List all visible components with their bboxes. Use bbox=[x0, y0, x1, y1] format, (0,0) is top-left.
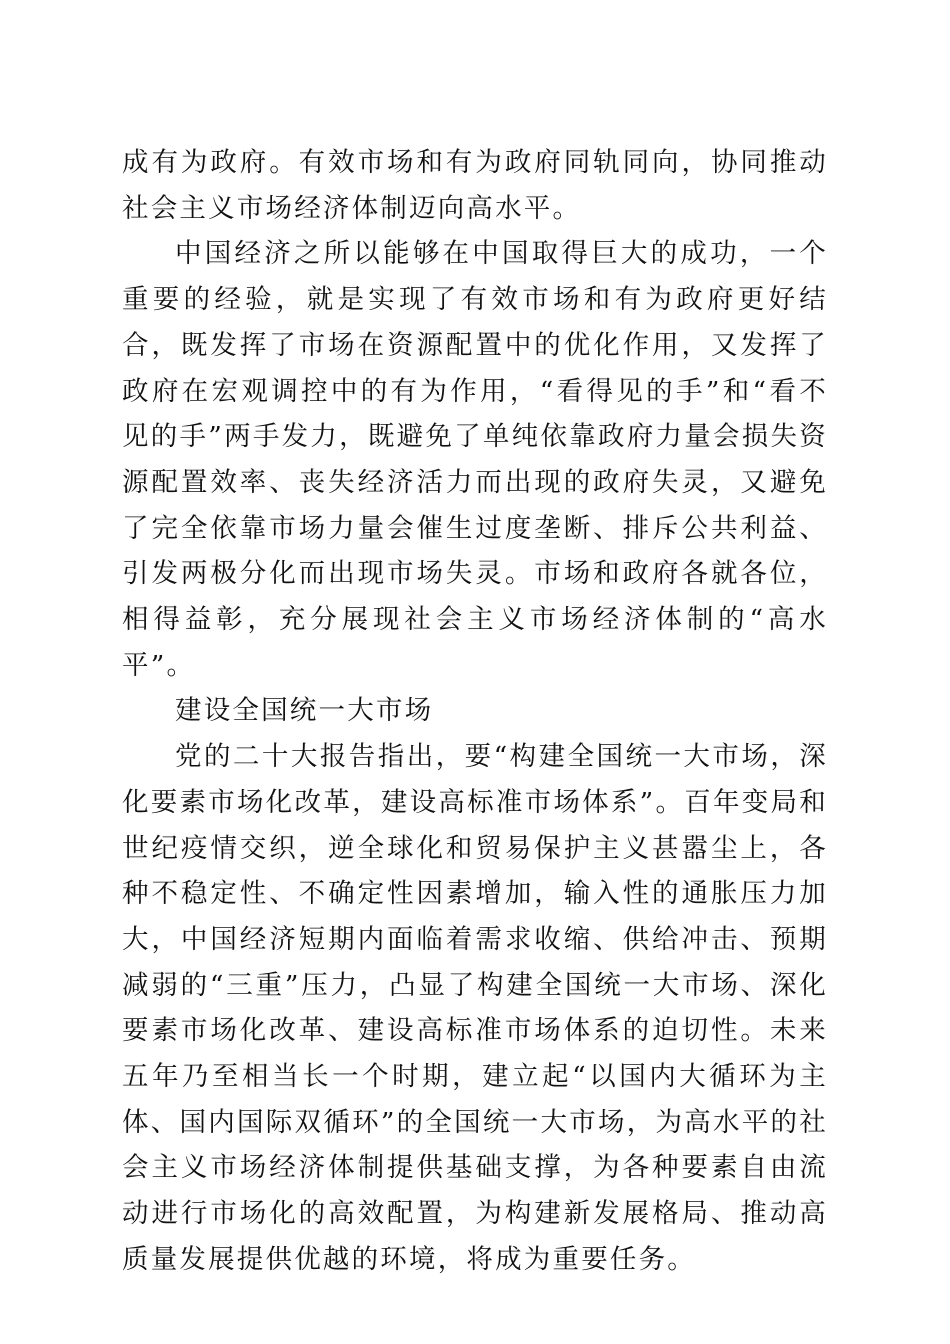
paragraph: 中国经济之所以能够在中国取得巨大的成功，一个重要的经验，就是实现了有效市场和有为政府更好结合，既发挥了市场在资源配置中的优化作用，又发挥了政府在宏观调控中的有为作用，“看得见的手”和“看不见的手”两手发力，既避免了单纯依靠政府力量会损失资源配置效率、丧失经济活力而出现的政府失灵，又避免了完全依靠市场力量会催生过度垄断、排斥公共利益、引发两极分化而出现市场失灵。市场和政府各就各位，相得益彰，充分展现社会主义市场经济体制的“高水平”。 bbox=[122, 238, 828, 681]
paragraph-continuation: 成有为政府。有效市场和有为政府同轨同向，协同推动社会主义市场经济体制迈向高水平。 bbox=[122, 147, 828, 224]
section-heading: 建设全国统一大市场 bbox=[175, 695, 434, 727]
paragraph: 党的二十大报告指出，要“构建全国统一大市场，深化要素市场化改革，建设高标准市场体系”。百年变局和世纪疫情交织，逆全球化和贸易保护主义甚嚣尘上，各种不稳定性、不确定性因素增加，输入性的通胀压力加大，中国经济短期内面临着需求收缩、供给冲击、预期减弱的“三重”压力，凸显了构建全国统一大市场、深化要素市场化改革、建设高标准市场体系的迫切性。未来五年乃至相当长一个时期，建立起“以国内大循环为主体、国内国际双循环”的全国统一大市场，为高水平的社会主义市场经济体制提供基础支撑，为各种要素自由流动进行市场化的高效配置，为构建新发展格局、推动高质量发展提供优越的环境，将成为重要任务。 bbox=[122, 741, 828, 1275]
document-body bbox=[122, 140, 828, 1283]
